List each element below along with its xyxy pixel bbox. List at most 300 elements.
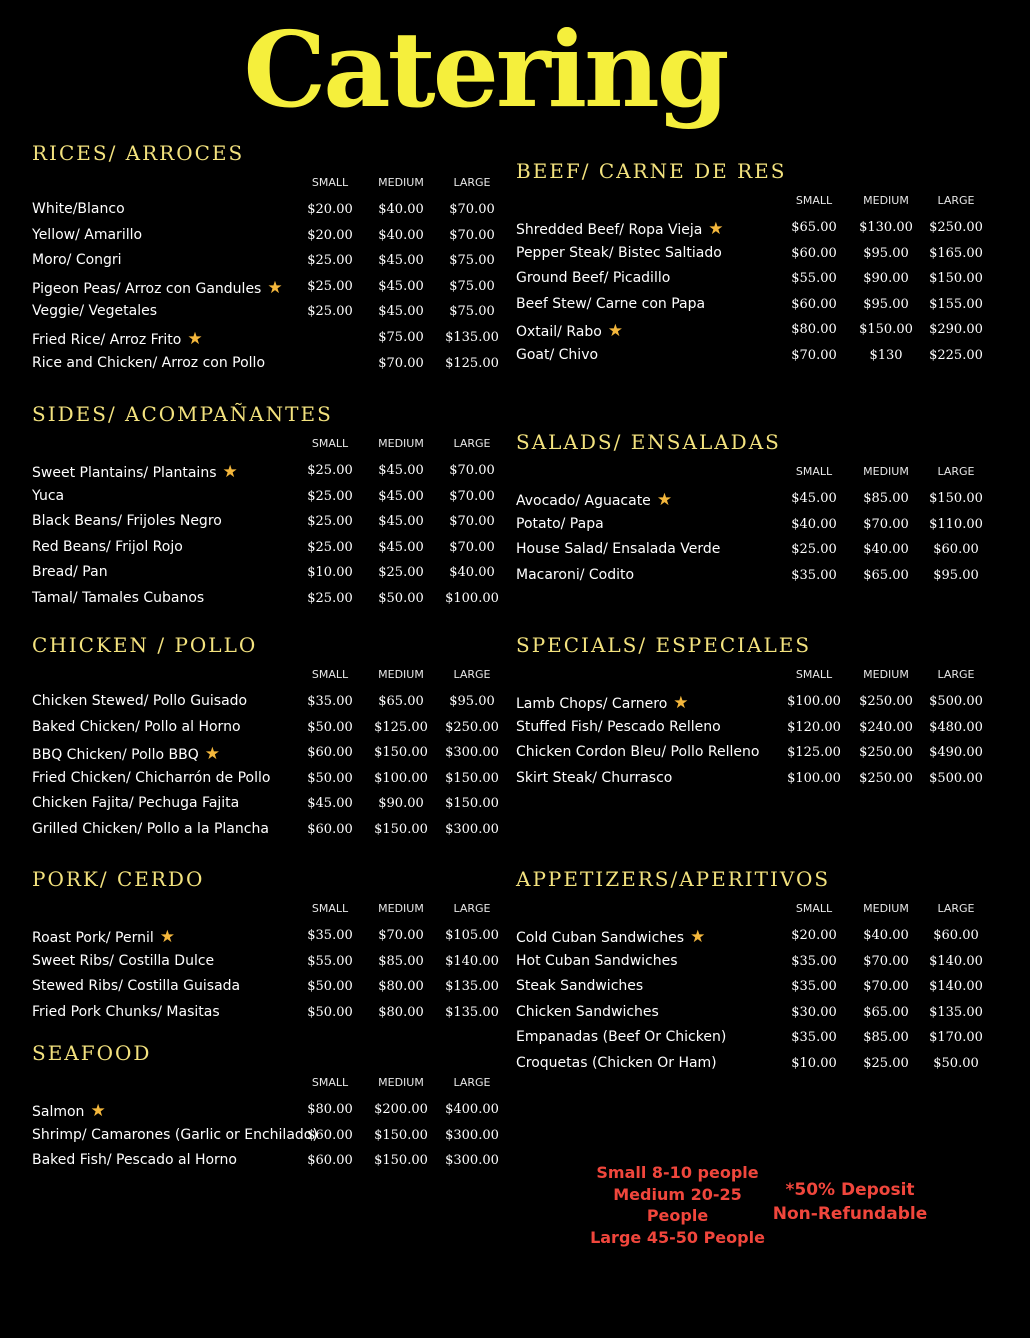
size-header-small: SMALL [795, 194, 833, 207]
menu-item-label: Empanadas (Beef Or Chicken) [516, 1029, 727, 1046]
menu-item-name [32, 744, 220, 764]
menu-item-row [32, 326, 512, 352]
price-small: $25.00 [791, 542, 837, 558]
price-medium: $100.00 [374, 770, 428, 786]
size-header-medium: MEDIUM [378, 176, 424, 189]
price-large: $75.00 [449, 253, 495, 269]
price-small: $60.00 [791, 296, 837, 312]
price-small: $45.00 [307, 796, 353, 812]
price-large: $300.00 [445, 821, 499, 837]
size-header-small: SMALL [311, 668, 349, 681]
menu-item-name [32, 770, 270, 786]
price-small: $80.00 [791, 322, 837, 338]
menu-item-label: Moro/ Congri [32, 252, 122, 269]
star-icon: ★ [267, 277, 283, 298]
menu-item-row [32, 741, 512, 767]
price-medium: $200.00 [374, 1102, 428, 1117]
price-large: $150.00 [445, 770, 499, 786]
price-medium: $25.00 [863, 1055, 909, 1071]
menu-item-label: Pigeon Peas/ Arroz con Gandules [32, 280, 262, 297]
price-medium: $70.00 [863, 516, 909, 532]
price-medium: $45.00 [378, 539, 424, 555]
menu-item-name [32, 355, 265, 371]
menu-item-row [516, 293, 996, 319]
price-large: $225.00 [929, 347, 983, 363]
menu-item-name [32, 1004, 220, 1020]
price-large: $70.00 [449, 488, 495, 504]
price-medium: $65.00 [863, 1004, 909, 1020]
menu-item-label: Oxtail/ Rabo [516, 324, 602, 341]
price-small: $25.00 [307, 253, 353, 269]
price-large: $100.00 [445, 590, 499, 606]
price-small: $45.00 [791, 491, 837, 506]
menu-item-row [32, 767, 512, 793]
price-large: $135.00 [929, 1004, 983, 1020]
price-large: $75.00 [449, 304, 495, 320]
price-large: $300.00 [445, 1153, 499, 1169]
menu-item-label: Lamb Chops/ Carnero [516, 696, 668, 712]
size-header-small: SMALL [795, 668, 833, 681]
price-large: $500.00 [929, 770, 983, 786]
price-small: $35.00 [791, 979, 837, 995]
menu-item-name [32, 693, 247, 709]
price-medium: $85.00 [863, 1030, 909, 1046]
menu-item-name [516, 978, 643, 994]
menu-item-label: Black Beans/ Frijoles Negro [32, 513, 222, 530]
price-large: $70.00 [449, 227, 495, 243]
non-refundable-note: Non-Refundable [772, 1204, 928, 1224]
menu-item-name [32, 252, 122, 268]
menu-item-row [516, 267, 996, 293]
menu-item-row [516, 690, 996, 716]
size-header-medium: MEDIUM [378, 668, 424, 681]
menu-item-name [516, 719, 721, 735]
menu-item-row [32, 1001, 512, 1027]
menu-item-row [32, 818, 512, 844]
menu-item-row [32, 249, 512, 275]
star-icon: ★ [708, 219, 724, 239]
price-medium: $150.00 [374, 1127, 428, 1143]
menu-item-row [516, 975, 996, 1001]
menu-item-label: Beef Stew/ Carne con Papa [516, 295, 706, 312]
price-large: $95.00 [933, 567, 979, 583]
menu-item-row [32, 300, 512, 326]
menu-item-label: Yellow/ Amarillo [32, 226, 143, 243]
menu-item-row [32, 275, 512, 301]
section-beef-carne-de-res [516, 156, 996, 370]
price-medium: $150.00 [374, 821, 428, 837]
price-medium: $80.00 [378, 979, 424, 995]
menu-item-name [32, 303, 157, 319]
menu-item-label: Goat/ Chivo [516, 346, 599, 363]
price-small: $10.00 [307, 565, 353, 581]
price-large: $290.00 [929, 322, 983, 338]
serving-note-medium: Medium 20-25 People [613, 1184, 742, 1225]
price-large: $110.00 [929, 516, 983, 532]
price-medium: $250.00 [859, 770, 913, 786]
menu-item-label: Chicken Sandwiches [516, 1003, 659, 1020]
section-rices-arroces [32, 138, 512, 377]
price-medium: $150.00 [374, 1153, 428, 1169]
menu-item-name [516, 490, 672, 510]
menu-item-row [32, 485, 512, 511]
price-large: $140.00 [445, 953, 499, 969]
price-small: $25.00 [307, 514, 353, 530]
price-small: $25.00 [307, 278, 353, 294]
price-small: $50.00 [307, 770, 353, 786]
serving-notes [580, 1162, 775, 1248]
menu-item-row [516, 564, 996, 590]
section-title: SEAFOOD [32, 1041, 152, 1065]
star-icon: ★ [690, 927, 706, 947]
price-large: $40.00 [449, 565, 495, 581]
size-header-row [32, 429, 512, 459]
menu-item-name [516, 321, 623, 341]
price-large: $135.00 [445, 329, 499, 345]
menu-item-name [516, 770, 672, 786]
menu-item-label: Roast Pork/ Pernil [32, 930, 154, 946]
price-medium: $40.00 [863, 928, 909, 943]
menu-item-label: Croquetas (Chicken Or Ham) [516, 1054, 717, 1071]
menu-item-row [32, 950, 512, 976]
menu-item-row [32, 924, 512, 950]
price-large: $125.00 [445, 355, 499, 371]
price-small: $65.00 [791, 220, 837, 235]
star-icon: ★ [673, 693, 689, 713]
price-medium: $95.00 [863, 296, 909, 312]
star-icon: ★ [222, 462, 238, 482]
menu-item-row [516, 344, 996, 370]
menu-item-name [32, 821, 269, 837]
section-salads-ensaladas [516, 427, 996, 589]
price-medium: $65.00 [863, 567, 909, 583]
price-medium: $250.00 [859, 694, 913, 709]
size-header-row [32, 660, 512, 690]
size-header-row [32, 894, 512, 924]
section-title: SIDES/ ACOMPAÑANTES [32, 402, 333, 426]
menu-item-row [516, 1001, 996, 1027]
size-header-small: SMALL [311, 902, 349, 915]
menu-item-row [516, 716, 996, 742]
size-header-small: SMALL [795, 902, 833, 915]
menu-item-label: Sweet Ribs/ Costilla Dulce [32, 952, 215, 969]
menu-item-name [516, 296, 705, 312]
menu-item-row [32, 561, 512, 587]
menu-item-name [32, 488, 64, 504]
menu-item-row [516, 487, 996, 513]
menu-item-row [32, 975, 512, 1001]
price-medium: $45.00 [378, 278, 424, 294]
star-icon: ★ [204, 744, 220, 765]
price-large: $250.00 [929, 220, 983, 235]
menu-item-label: Chicken Cordon Bleu/ Pollo Relleno [516, 744, 760, 761]
price-medium: $45.00 [378, 514, 424, 530]
section-title: SPECIALS/ ESPECIALES [516, 633, 812, 657]
price-medium: $70.00 [863, 979, 909, 995]
price-large: $135.00 [445, 979, 499, 995]
menu-item-name [32, 953, 214, 969]
price-large: $70.00 [449, 539, 495, 555]
price-medium: $65.00 [378, 694, 424, 709]
price-small: $35.00 [307, 928, 353, 943]
price-medium: $70.00 [863, 953, 909, 969]
menu-item-label: Baked Fish/ Pescado al Horno [32, 1152, 237, 1169]
menu-item-name [32, 719, 241, 735]
price-large: $150.00 [929, 271, 983, 287]
price-medium: $95.00 [863, 245, 909, 261]
menu-item-label: Macaroni/ Codito [516, 566, 635, 583]
price-small: $40.00 [791, 516, 837, 532]
price-small: $80.00 [307, 1102, 353, 1117]
price-large: $500.00 [929, 694, 983, 709]
section-title: SALADS/ ENSALADAS [516, 430, 781, 454]
section-seafood [32, 1038, 512, 1175]
menu-item-name [32, 1127, 318, 1143]
price-medium: $80.00 [378, 1004, 424, 1020]
menu-item-row [32, 587, 512, 613]
price-small: $20.00 [791, 928, 837, 943]
size-header-medium: MEDIUM [863, 194, 909, 207]
menu-item-row [516, 242, 996, 268]
price-large: $50.00 [933, 1055, 979, 1071]
price-large: $140.00 [929, 953, 983, 969]
price-small: $30.00 [791, 1004, 837, 1020]
size-header-large: LARGE [937, 668, 975, 681]
page-title: Catering [243, 8, 727, 131]
price-large: $60.00 [933, 542, 979, 558]
menu-item-row [32, 536, 512, 562]
menu-item-name [516, 1029, 726, 1045]
menu-item-row [516, 538, 996, 564]
menu-item-label: Baked Chicken/ Pollo al Horno [32, 718, 241, 735]
price-large: $135.00 [445, 1004, 499, 1020]
menu-item-name [32, 1101, 106, 1121]
price-small: $25.00 [307, 488, 353, 504]
menu-item-name [516, 693, 689, 713]
menu-item-label: Sweet Plantains/ Plantains [32, 465, 217, 481]
menu-item-label: Chicken Stewed/ Pollo Guisado [32, 693, 248, 709]
section-specials-especiales [516, 630, 996, 792]
menu-item-label: Fried Pork Chunks/ Masitas [32, 1003, 220, 1020]
price-small: $20.00 [307, 202, 353, 217]
price-medium: $130.00 [859, 220, 913, 235]
price-small: $125.00 [787, 745, 841, 761]
menu-item-name [32, 227, 142, 243]
star-icon: ★ [90, 1101, 106, 1121]
price-medium: $85.00 [863, 491, 909, 506]
price-small: $25.00 [307, 590, 353, 606]
menu-item-label: Stuffed Fish/ Pescado Relleno [516, 718, 721, 735]
menu-item-label: Pepper Steak/ Bistec Saltiado [516, 244, 722, 261]
menu-item-row [32, 1149, 512, 1175]
star-icon: ★ [607, 321, 624, 342]
section-title: BEEF/ CARNE DE RES [516, 159, 787, 183]
size-header-small: SMALL [311, 1076, 349, 1089]
price-medium: $150.00 [374, 745, 428, 761]
menu-item-name [516, 1004, 659, 1020]
section-title: APPETIZERS/APERITIVOS [516, 867, 831, 891]
menu-item-label: Ground Beef/ Picadillo [516, 270, 671, 287]
menu-item-name [32, 564, 108, 580]
menu-item-label: Grilled Chicken/ Pollo a la Plancha [32, 820, 269, 837]
price-medium: $45.00 [378, 488, 424, 504]
price-small: $70.00 [791, 347, 837, 363]
menu-item-label: Steak Sandwiches [516, 978, 644, 995]
deposit-note: *50% Deposit [785, 1180, 915, 1200]
price-large: $250.00 [445, 719, 499, 735]
menu-item-name [516, 1055, 717, 1071]
menu-item-label: House Salad/ Ensalada Verde [516, 541, 721, 558]
menu-item-row [32, 716, 512, 742]
price-medium: $90.00 [863, 271, 909, 287]
price-large: $490.00 [929, 745, 983, 761]
menu-item-name [516, 347, 598, 363]
price-large: $170.00 [929, 1030, 983, 1046]
menu-item-row [32, 224, 512, 250]
menu-item-row [516, 1052, 996, 1078]
star-icon: ★ [159, 927, 175, 947]
price-medium: $70.00 [378, 355, 424, 371]
price-small: $50.00 [307, 719, 353, 735]
size-header-large: LARGE [937, 902, 975, 915]
menu-item-label: Yuca [32, 487, 65, 504]
menu-item-name [32, 278, 283, 298]
size-header-medium: MEDIUM [863, 465, 909, 478]
price-medium: $40.00 [863, 542, 909, 558]
size-header-small: SMALL [311, 437, 349, 450]
price-large: $150.00 [445, 796, 499, 812]
star-icon: ★ [656, 490, 673, 510]
price-medium: $40.00 [378, 202, 424, 217]
price-small: $60.00 [307, 1153, 353, 1169]
menu-item-name [516, 245, 722, 261]
menu-item-name [32, 201, 125, 217]
menu-item-name [516, 744, 759, 760]
size-header-medium: MEDIUM [863, 902, 909, 915]
price-medium: $130 [869, 347, 903, 363]
star-icon: ★ [187, 328, 203, 349]
price-medium: $70.00 [378, 928, 424, 943]
menu-item-row [32, 1098, 512, 1124]
menu-item-label: Red Beans/ Frijol Rojo [32, 538, 183, 555]
menu-item-label: BBQ Chicken/ Pollo BBQ [32, 747, 199, 764]
price-small: $35.00 [791, 953, 837, 969]
size-header-large: LARGE [453, 902, 491, 915]
menu-item-name [32, 927, 175, 947]
price-small: $60.00 [307, 821, 353, 837]
size-header-medium: MEDIUM [378, 902, 424, 915]
menu-item-name [516, 927, 705, 947]
price-large: $300.00 [445, 1127, 499, 1143]
menu-item-row [516, 741, 996, 767]
menu-item-label: Fried Chicken/ Chicharrón de Pollo [32, 769, 271, 786]
size-header-large: LARGE [937, 465, 975, 478]
section-title: CHICKEN / POLLO [32, 633, 258, 657]
menu-item-label: Tamal/ Tamales Cubanos [32, 589, 205, 606]
deposit-notes [770, 1178, 930, 1226]
section-appetizers-aperitivos [516, 864, 996, 1078]
menu-item-label: Salmon [32, 1104, 85, 1120]
menu-item-name [516, 541, 720, 557]
price-large: $480.00 [929, 719, 983, 735]
price-small: $50.00 [307, 1004, 353, 1020]
menu-item-name [516, 516, 604, 532]
size-header-medium: MEDIUM [378, 1076, 424, 1089]
size-header-small: SMALL [795, 465, 833, 478]
size-header-large: LARGE [937, 194, 975, 207]
menu-item-label: White/Blanco [32, 201, 125, 217]
menu-item-row [516, 1026, 996, 1052]
section-title: RICES/ ARROCES [32, 141, 245, 165]
menu-item-row [32, 198, 512, 224]
price-medium: $50.00 [378, 590, 424, 606]
size-header-row [516, 894, 996, 924]
menu-item-name [516, 567, 634, 583]
serving-note-large: Large 45-50 People [590, 1227, 765, 1247]
section-chicken-pollo [32, 630, 512, 844]
menu-item-row [32, 690, 512, 716]
menu-item-row [32, 1124, 512, 1150]
menu-item-label: Hot Cuban Sandwiches [516, 952, 678, 969]
menu-item-row [32, 459, 512, 485]
price-large: $300.00 [445, 745, 499, 761]
menu-item-name [32, 590, 204, 606]
menu-item-label: Shredded Beef/ Ropa Vieja [516, 222, 703, 238]
menu-item-name [516, 953, 678, 969]
price-large: $105.00 [445, 928, 499, 943]
size-header-row [32, 1068, 512, 1098]
price-small: $25.00 [307, 304, 353, 320]
menu-item-name [32, 462, 238, 482]
menu-item-label: Cold Cuban Sandwiches [516, 930, 685, 946]
menu-item-name [32, 539, 183, 555]
menu-item-label: Potato/ Papa [516, 515, 604, 532]
price-large: $155.00 [929, 296, 983, 312]
size-header-large: LARGE [453, 437, 491, 450]
price-small: $120.00 [787, 719, 841, 735]
size-header-medium: MEDIUM [378, 437, 424, 450]
menu-item-name [32, 513, 222, 529]
price-small: $60.00 [791, 245, 837, 261]
price-medium: $125.00 [374, 719, 428, 735]
price-small: $25.00 [307, 539, 353, 555]
price-small: $35.00 [791, 567, 837, 583]
menu-item-label: Fried Rice/ Arroz Frito [32, 331, 182, 348]
menu-item-row [516, 767, 996, 793]
price-small: $50.00 [307, 979, 353, 995]
price-medium: $40.00 [378, 227, 424, 243]
price-small: $100.00 [787, 770, 841, 786]
price-large: $75.00 [449, 278, 495, 294]
menu-item-row [516, 513, 996, 539]
price-large: $400.00 [445, 1102, 499, 1117]
menu-item-label: Stewed Ribs/ Costilla Guisada [32, 978, 241, 995]
menu-item-label: Bread/ Pan [32, 564, 108, 581]
price-large: $70.00 [449, 514, 495, 530]
price-large: $165.00 [929, 245, 983, 261]
size-header-large: LARGE [453, 668, 491, 681]
serving-note-small: Small 8-10 people [596, 1163, 759, 1182]
price-small: $20.00 [307, 227, 353, 243]
section-pork-cerdo [32, 864, 512, 1026]
size-header-large: LARGE [453, 1076, 491, 1089]
menu-item-row [32, 352, 512, 378]
size-header-large: LARGE [453, 176, 491, 189]
price-small: $55.00 [791, 271, 837, 287]
price-medium: $150.00 [859, 322, 913, 338]
menu-item-name [516, 270, 670, 286]
price-small: $55.00 [307, 953, 353, 969]
